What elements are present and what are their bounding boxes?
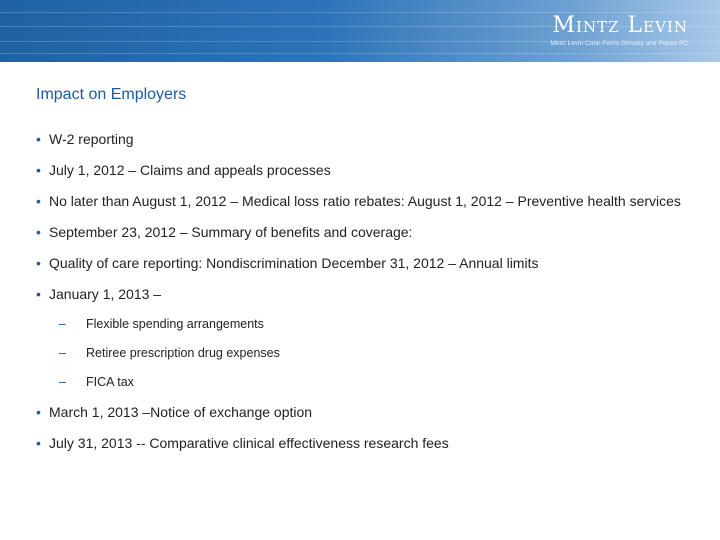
bullet-item xyxy=(36,130,686,148)
sub-bullet-marker: – xyxy=(59,317,66,331)
sub-bullet-text: Retiree prescription drug expenses xyxy=(86,346,280,360)
sub-bullet-item xyxy=(36,345,686,361)
bullet-item xyxy=(36,285,686,303)
logo-name: Mintz Levin xyxy=(552,13,688,38)
sub-bullet-item xyxy=(36,374,686,390)
sub-bullet-marker: – xyxy=(59,375,66,389)
sub-bullet-item xyxy=(36,316,686,332)
bullet-text: September 23, 2012 – Summary of benefits and coverage: xyxy=(49,224,413,240)
bullet-text: July 1, 2012 – Claims and appeals processes xyxy=(49,162,331,178)
bullet-list xyxy=(36,130,686,465)
bullet-marker: • xyxy=(36,162,41,178)
bullet-marker: • xyxy=(36,193,41,209)
sub-bullet-marker: – xyxy=(59,346,66,360)
sub-bullet-text: Flexible spending arrangements xyxy=(86,317,264,331)
bullet-item xyxy=(36,434,686,452)
company-logo xyxy=(550,14,688,48)
logo-subtitle: Mintz Levin Cohn Ferris Glovsky and Popeo PC xyxy=(550,40,688,47)
bullet-marker: • xyxy=(36,435,41,451)
bullet-item xyxy=(36,223,686,241)
bullet-marker: • xyxy=(36,255,41,271)
header-banner xyxy=(0,0,720,62)
slide-title: Impact on Employers xyxy=(36,86,187,103)
bullet-text: January 1, 2013 – xyxy=(49,286,162,302)
bullet-text: W-2 reporting xyxy=(49,131,134,147)
bullet-item xyxy=(36,192,686,210)
bullet-text: July 31, 2013 -- Comparative clinical effectiveness research fees xyxy=(49,435,449,451)
bullet-marker: • xyxy=(36,404,41,420)
bullet-item xyxy=(36,254,686,272)
bullet-text: No later than August 1, 2012 – Medical loss ratio rebates: August 1, 2012 – Preventive health services xyxy=(49,193,681,209)
bullet-text: March 1, 2013 –Notice of exchange option xyxy=(49,404,313,420)
bullet-text: Quality of care reporting: Nondiscrimination December 31, 2012 – Annual limits xyxy=(49,255,539,271)
bullet-item xyxy=(36,161,686,179)
bullet-marker: • xyxy=(36,286,41,302)
bullet-marker: • xyxy=(36,131,41,147)
bullet-marker: • xyxy=(36,224,41,240)
sub-bullet-text: FICA tax xyxy=(86,375,134,389)
bullet-item xyxy=(36,403,686,421)
